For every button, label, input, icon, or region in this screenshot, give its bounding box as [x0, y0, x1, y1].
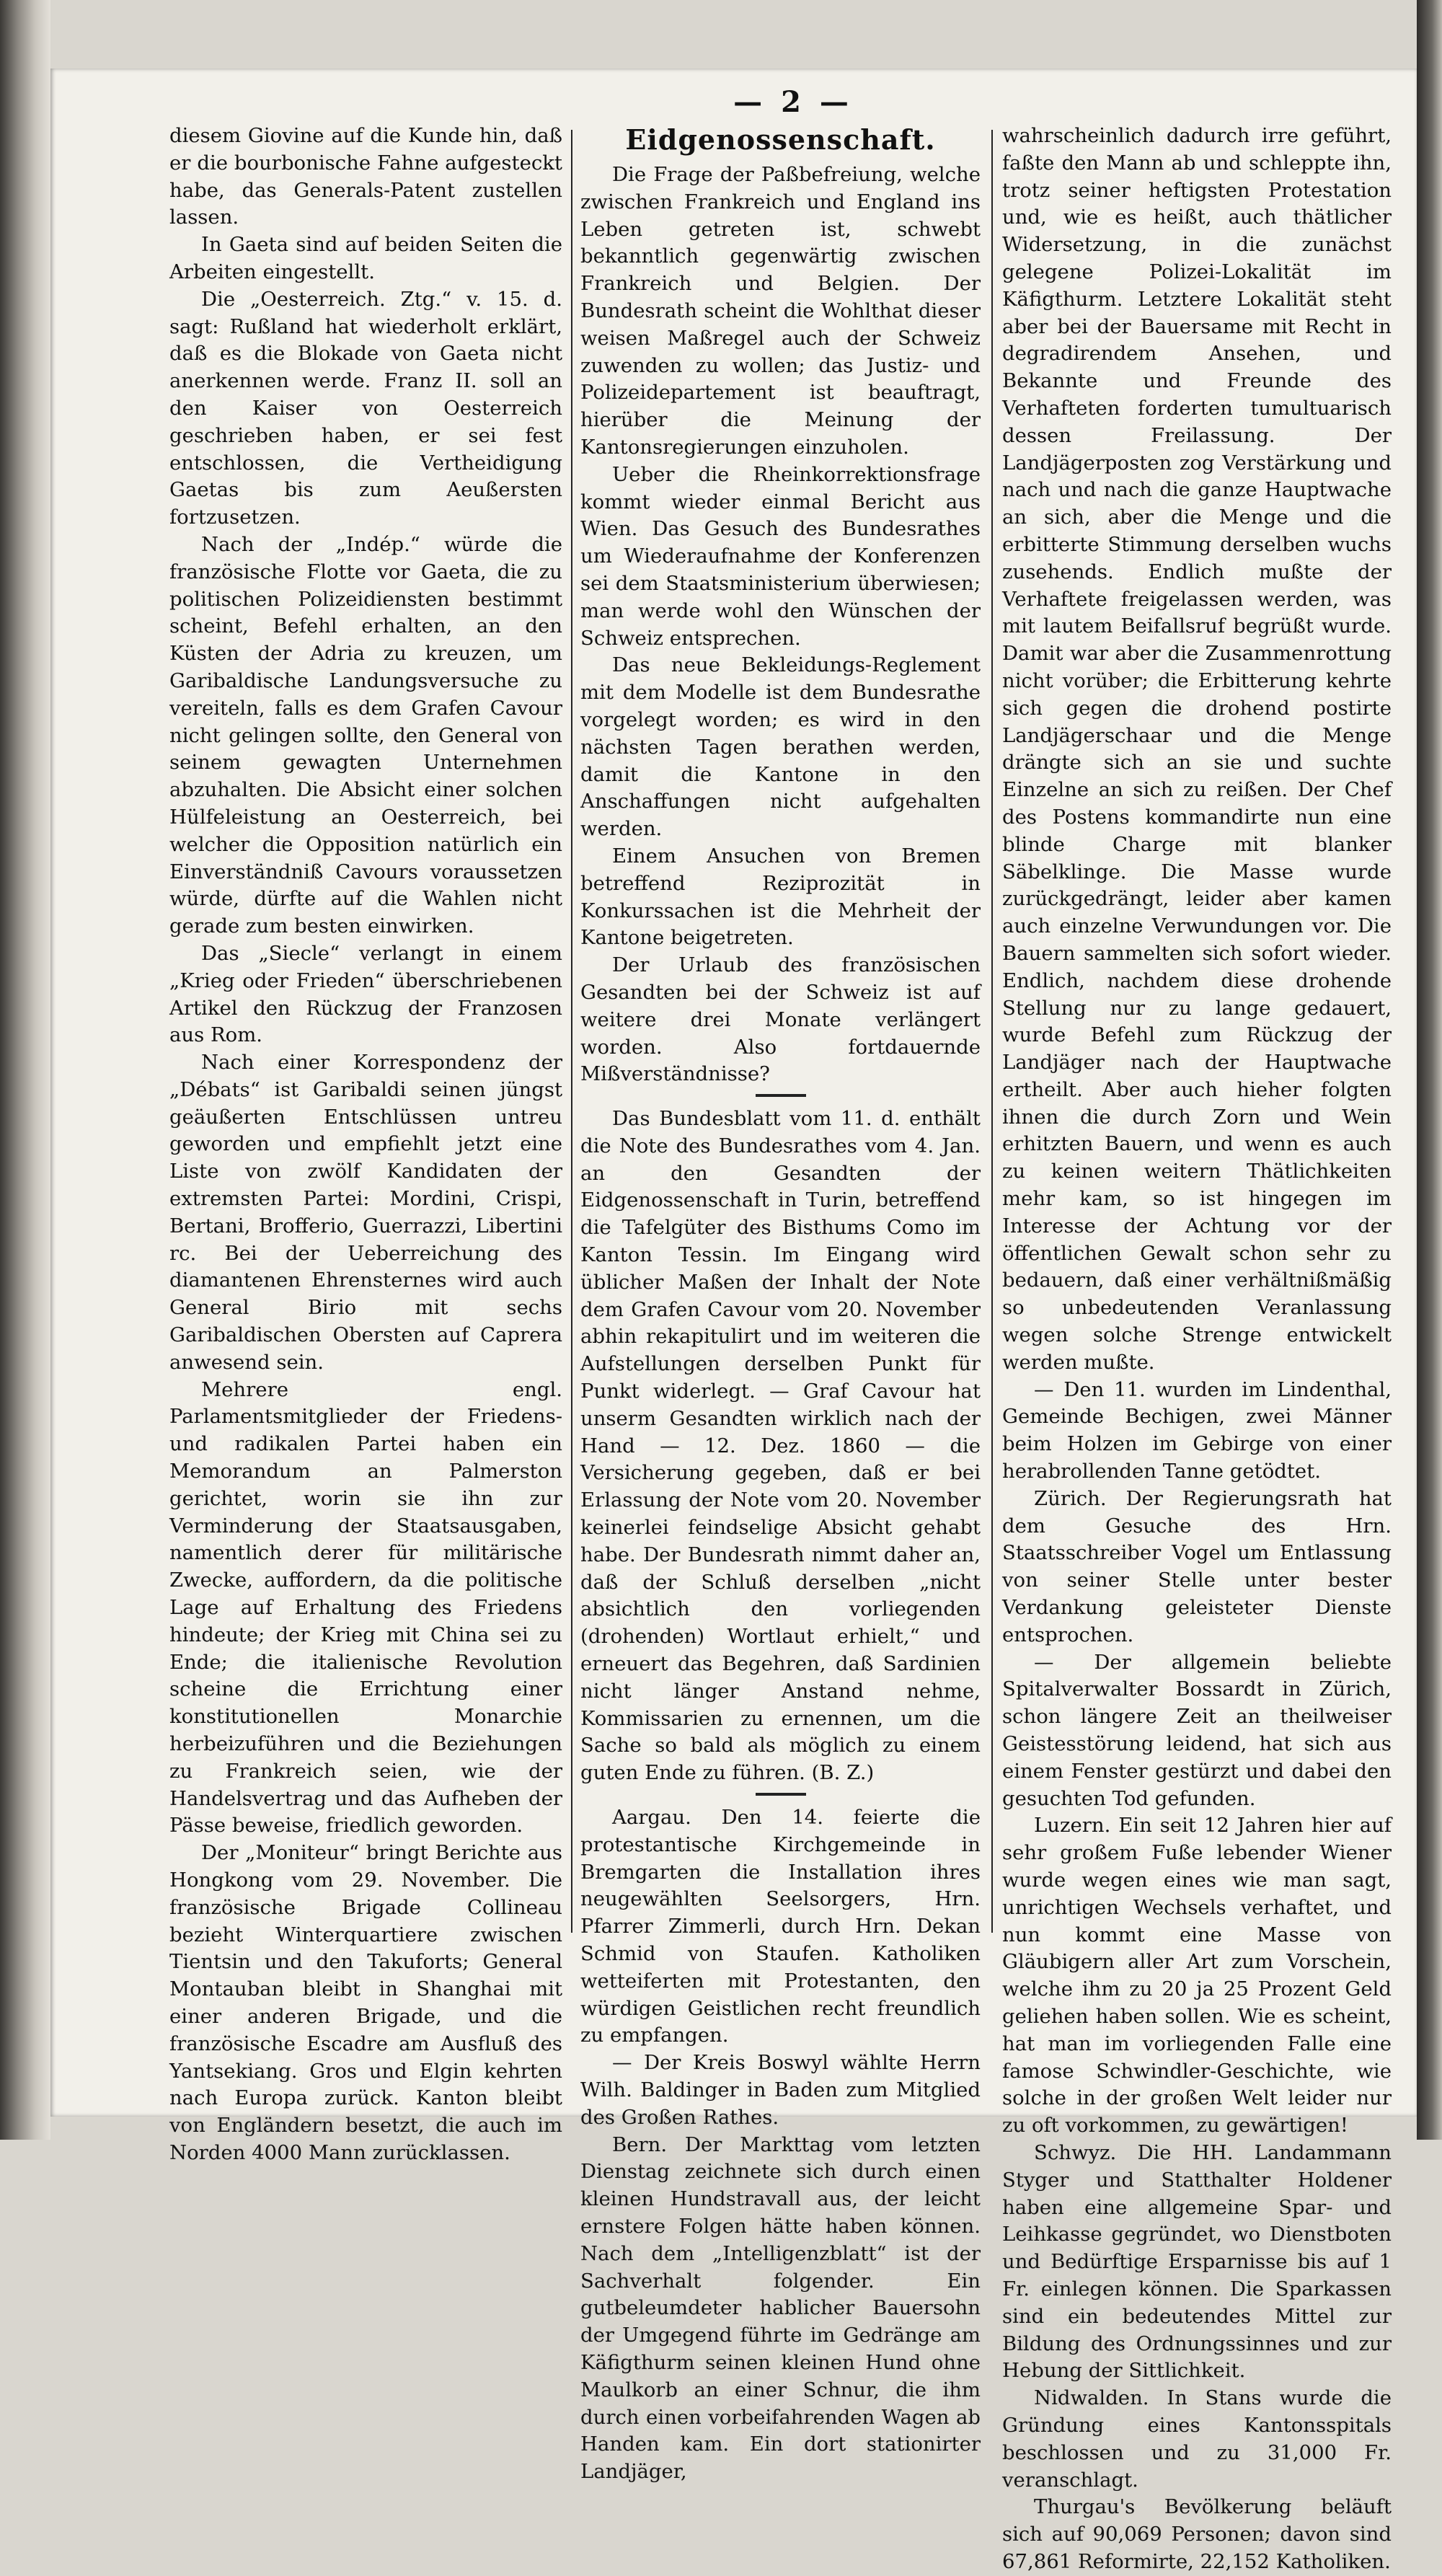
column-1 [169, 123, 562, 2167]
column-2 [580, 123, 981, 2486]
article-paragraph: Ueber die Rheinkorrektionsfrage kommt wieder einmal Bericht aus Wien. Das Gesuch des Bundesrathes um Wiederaufnahme der Konferenzen sei dem Staatsministerium überwiesen; man werde wohl den Wünschen der Schweiz entsprechen. [580, 462, 981, 650]
article-paragraph: diesem Giovine auf die Kunde hin, daß er die bourbonische Fahne aufgesteckt habe, das Generals-Patent zustellen lassen. [169, 124, 562, 229]
article-paragraph: Der „Moniteur“ bringt Berichte aus Hongkong vom 29. November. Die französische Brigade Collineau bezieht Winterquartiere zwischen Tientsin und den Takuforts; General Montauban bleibt in Shanghai mit einer anderen Brigade, und die französische Escadre am Ausfluß des Yantsekiang. Gros und Elgin kehrten nach Europa zurück. Kanton bleibt von Engländern besetzt, die auch im Norden 4000 Mann zurücklassen. [169, 1841, 562, 2164]
article-paragraph: Schwyz. Die HH. Landammann Styger und Statthalter Holdener haben eine allgemeine Spar- und Leihkasse gegründet, wo Dienstboten und Bedürftige Ersparnisse bis auf 1 Fr. einlegen können. Die Sparkassen sind ein bedeutendes Mittel zur Bildung des Ordnungssinnes und zur Hebung der Sittlichkeit. [1002, 2140, 1392, 2383]
article-paragraph: wahrscheinlich dadurch irre geführt, faßte den Mann ab und schleppte ihn, trotz seiner heftigsten Protestation und, wie es heißt, auch thätlicher Widersetzung, in die zunächst gelegene Polizei-Lokalität im Käfigthurm. Letztere Lokalität steht aber bei der Bauersame mit Recht in degradirendem Ansehen, und Bekannte und Freunde des Verhafteten forderten tumultuarisch dessen Freilassung. Der Landjägerposten zog Verstärkung und nach und nach die ganze Hauptwache an sich, aber die Menge und die erbitterte Stimmung derselben wuchs zusehends. Endlich mußte der Verhaftete freigelassen werden, was mit lautem Beifallsruf begrüßt wurde. Damit war aber die Zusammenrottung nicht vorüber; die Erbitterung kehrte sich gegen die drohend postirte Landjägerschaar und die Menge drängte sich an sie und suchte Einzelne an sich zu reißen. Der Chef des Postens kommandirte nun eine blinde Charge mit blanker Säbelklinge. Die Masse wurde zurückgedrängt, leider aber kamen auch einzelne Verwundungen vor. Die Bauern sammelten sich sofort wieder. Endlich, nachdem diese drohende Stellung nur zu lange gedauert, wurde Befehl zum Rückzug der Landjäger nach der Hauptwache ertheilt. Aber auch hieher folgten ihnen die durch Zorn und Wein erhitzten Bauern, und wenn es auch zu keinen weitern Thätlichkeiten mehr kam, so ist hingegen im Interesse der Achtung vor der öffentlichen Gewalt schon sehr zu bedauern, daß einer verhältnißmäßig so unbedeutenden Veranlassung wegen solche Strenge entwickelt werden mußte. [1002, 124, 1392, 1374]
article-paragraph: Nach der „Indép.“ würde die französische Flotte vor Gaeta, die zu politischen Polizeidiensten bestimmt scheint, Befehl erhalten, an den Küsten der Adria zu kreuzen, um Garibaldische Landungsversuche zu vereiteln, falls es dem Grafen Cavour nicht gelingen sollte, den General von seinem gewagten Unternehmen abzuhalten. Die Absicht einer solchen Hülfeleistung an Oesterreich, bei welcher die Opposition natürlich ein Einverständniß Cavours voraussetzen würde, dürfte auf die Wahlen nicht gerade zum besten einwirken. [169, 532, 562, 938]
article-paragraph: Zürich. Der Regierungsrath hat dem Gesuche des Hrn. Staatsschreiber Vogel um Entlassung von seiner Stelle unter bester Verdankung geleisteter Dienste entsprochen. [1002, 1486, 1392, 1646]
article-paragraph: Luzern. Ein seit 12 Jahren hier auf sehr großem Fuße lebender Wiener wurde wegen eines wie man sagt, unrichtigen Wechsels verhaftet, und nun kommt eine Masse von Gläubigern aller Art zum Vorschein, welche ihm zu 20 ja 25 Prozent Geld geliehen haben sollen. Wie es scheint, hat man im vorliegenden Falle eine famose Schwindler-Geschichte, wie solche in der großen Welt leider nur zu oft vorkommen, zu gewärtigen! [1002, 1814, 1392, 2138]
article-paragraph: — Der Kreis Boswyl wählte Herrn Wilh. Baldinger in Baden zum Mitglied des Großen Rathes. [580, 2051, 981, 2129]
article-paragraph: Aargau. Den 14. feierte die protestantische Kirchgemeinde in Bremgarten die Installation ihres neugewählten Seelsorgers, Hrn. Pfarrer Zimmerli, durch Hrn. Dekan Schmid von Staufen. Katholiken wetteiferten mit Protestanten, den würdigen Geistlichen recht freundlich zu empfangen. [580, 1806, 981, 2047]
column-rule-left [571, 130, 572, 1933]
article-paragraph: Das „Siecle“ verlangt in einem „Krieg oder Frieden“ überschriebenen Artikel den Rückzug der Franzosen aus Rom. [169, 941, 562, 1047]
section-heading: Eidgenossenschaft. [625, 123, 936, 156]
article-paragraph: Nidwalden. In Stans wurde die Gründung eines Kantonsspitals beschlossen und zu 31,000 Fr. veranschlagt. [1002, 2386, 1392, 2492]
article-paragraph: Die Frage der Paßbefreiung, welche zwischen Frankreich und England ins Leben getreten ist, schwebt bekanntlich gegenwärtig zwischen Frankreich und Belgien. Der Bundesrath scheint die Wohlthat dieser weisen Maßregel auch der Schweiz zuwenden zu wollen; das Justiz- und Polizeidepartement ist beauftragt, hierüber die Meinung der Kantonsregierungen einzuholen. [580, 163, 981, 459]
article-paragraph: — Den 11. wurden im Lindenthal, Gemeinde Bechigen, zwei Männer beim Holzen im Gebirge von einer herabrollenden Tanne getödtet. [1002, 1377, 1392, 1483]
article-paragraph: Die „Oesterreich. Ztg.“ v. 15. d. sagt: Rußland hat wiederholt erklärt, daß es die Blokade von Gaeta nicht anerkennen werde. Franz II. soll an den Kaiser von Oesterreich geschrieben haben, er sei fest entschlossen, die Vertheidigung Gaetas bis zum Aeußersten fortzusetzen. [169, 287, 562, 529]
section-divider [756, 1094, 806, 1097]
article-paragraph: Einem Ansuchen von Bremen betreffend Reziprozität in Konkurssachen ist die Mehrheit der Kantone beigetreten. [580, 844, 981, 950]
column-3 [1002, 123, 1392, 2576]
article-paragraph: Das Bundesblatt vom 11. d. enthält die Note des Bundesrathes vom 4. Jan. an den Gesandten der Eidgenossenschaft in Turin, betreffend die Tafelgüter des Bisthums Como im Kanton Tessin. Im Eingang wird üblicher Maßen der Inhalt der Note dem Grafen Cavour vom 20. November abhin rekapitulirt und im weiteren die Aufstellungen derselben Punkt für Punkt widerlegt. — Graf Cavour hat unserm Gesandten wirklich nach der Hand — 12. Dez. 1860 — die Versicherung gegeben, daß er bei Erlassung der Note vom 20. November keinerlei feindselige Absicht gehabt habe. Der Bundesrath nimmt daher an, daß der Schluß derselben „nicht absichtlich den vorliegenden (drohenden) Wortlaut erhielt,“ und erneuert das Begehren, daß Sardinien nicht länger Anstand nehme, Kommissarien zu ernennen, um die Sache so bald als möglich zu einem guten Ende zu führen. (B. Z.) [580, 1107, 981, 1785]
article-paragraph: Mehrere engl. Parlamentsmitglieder der Friedens- und radikalen Partei haben ein Memorandum an Palmerston gerichtet, worin sie ihn zur Verminderung der Staatsausgaben, namentlich derer für militärische Zwecke, auffordern, da die politische Lage auf Erhaltung des Friedens hindeute; der Krieg mit China sei zu Ende; die italienische Revolution scheine die Errichtung einer konstitutionellen Monarchie herbeizuführen und die Beziehungen zu Frankreich seien, wie der Handelsvertrag und das Aufheben der Pässe beweise, friedlich geworden. [169, 1377, 562, 1838]
article-paragraph: Das neue Bekleidungs-Reglement mit dem Modelle ist dem Bundesrathe vorgelegt worden; es wird in den nächsten Tagen berathen werden, damit die Kantone in den Anschaffungen nicht aufgehalten werden. [580, 653, 981, 841]
column-rule-right [991, 130, 993, 1933]
article-paragraph: Thurgau's Bevölkerung beläuft sich auf 90,069 Personen; davon sind 67,861 Reformirte, 22,152 Katholiken. [1002, 2495, 1392, 2573]
book-binding [0, 0, 50, 2140]
article-paragraph: Nach einer Korrespondenz der „Débats“ ist Garibaldi seinen jüngst geäußerten Entschlüssen untreu geworden und empfiehlt jetzt eine Liste von zwölf Kandidaten der extremsten Partei: Mordini, Crispi, Bertani, Brofferio, Guerrazzi, Libertini rc. Bei der Ueberreichung des diamantenen Ehrensternes wird auch General Birio mit sechs Garibaldischen Obersten auf Caprera anwesend sein. [169, 1051, 562, 1374]
section-divider [756, 1793, 806, 1796]
page-number: — 2 — [733, 85, 853, 119]
article-paragraph: Der Urlaub des französischen Gesandten bei der Schweiz ist auf weitere drei Monate verlängert worden. Also fortdauernde Mißverständnisse? [580, 953, 981, 1086]
article-paragraph: In Gaeta sind auf beiden Seiten die Arbeiten eingestellt. [169, 233, 562, 283]
facing-page-edge [1417, 0, 1442, 2140]
article-paragraph: — Der allgemein beliebte Spitalverwalter Bossardt in Zürich, schon längere Zeit an theilweiser Geistesstörung leidend, hat sich aus einem Fenster gestürzt und dabei den gesuchten Tod gefunden. [1002, 1650, 1392, 1810]
article-paragraph: Bern. Der Markttag vom letzten Dienstag zeichnete sich durch einen kleinen Hundstravall aus, der leicht ernstere Folgen hätte haben können. Nach dem „Intelligenzblatt“ ist der Sachverhalt folgender. Ein gutbeleumdeter hablicher Bauersohn der Umgegend führte im Gedränge am Käfigthurm seinen kleinen Hund ohne Maulkorb an einer Schnur, die ihm durch einen vorbeifahrenden Wagen ab Handen kam. Ein dort stationirter Landjäger, [580, 2132, 981, 2484]
